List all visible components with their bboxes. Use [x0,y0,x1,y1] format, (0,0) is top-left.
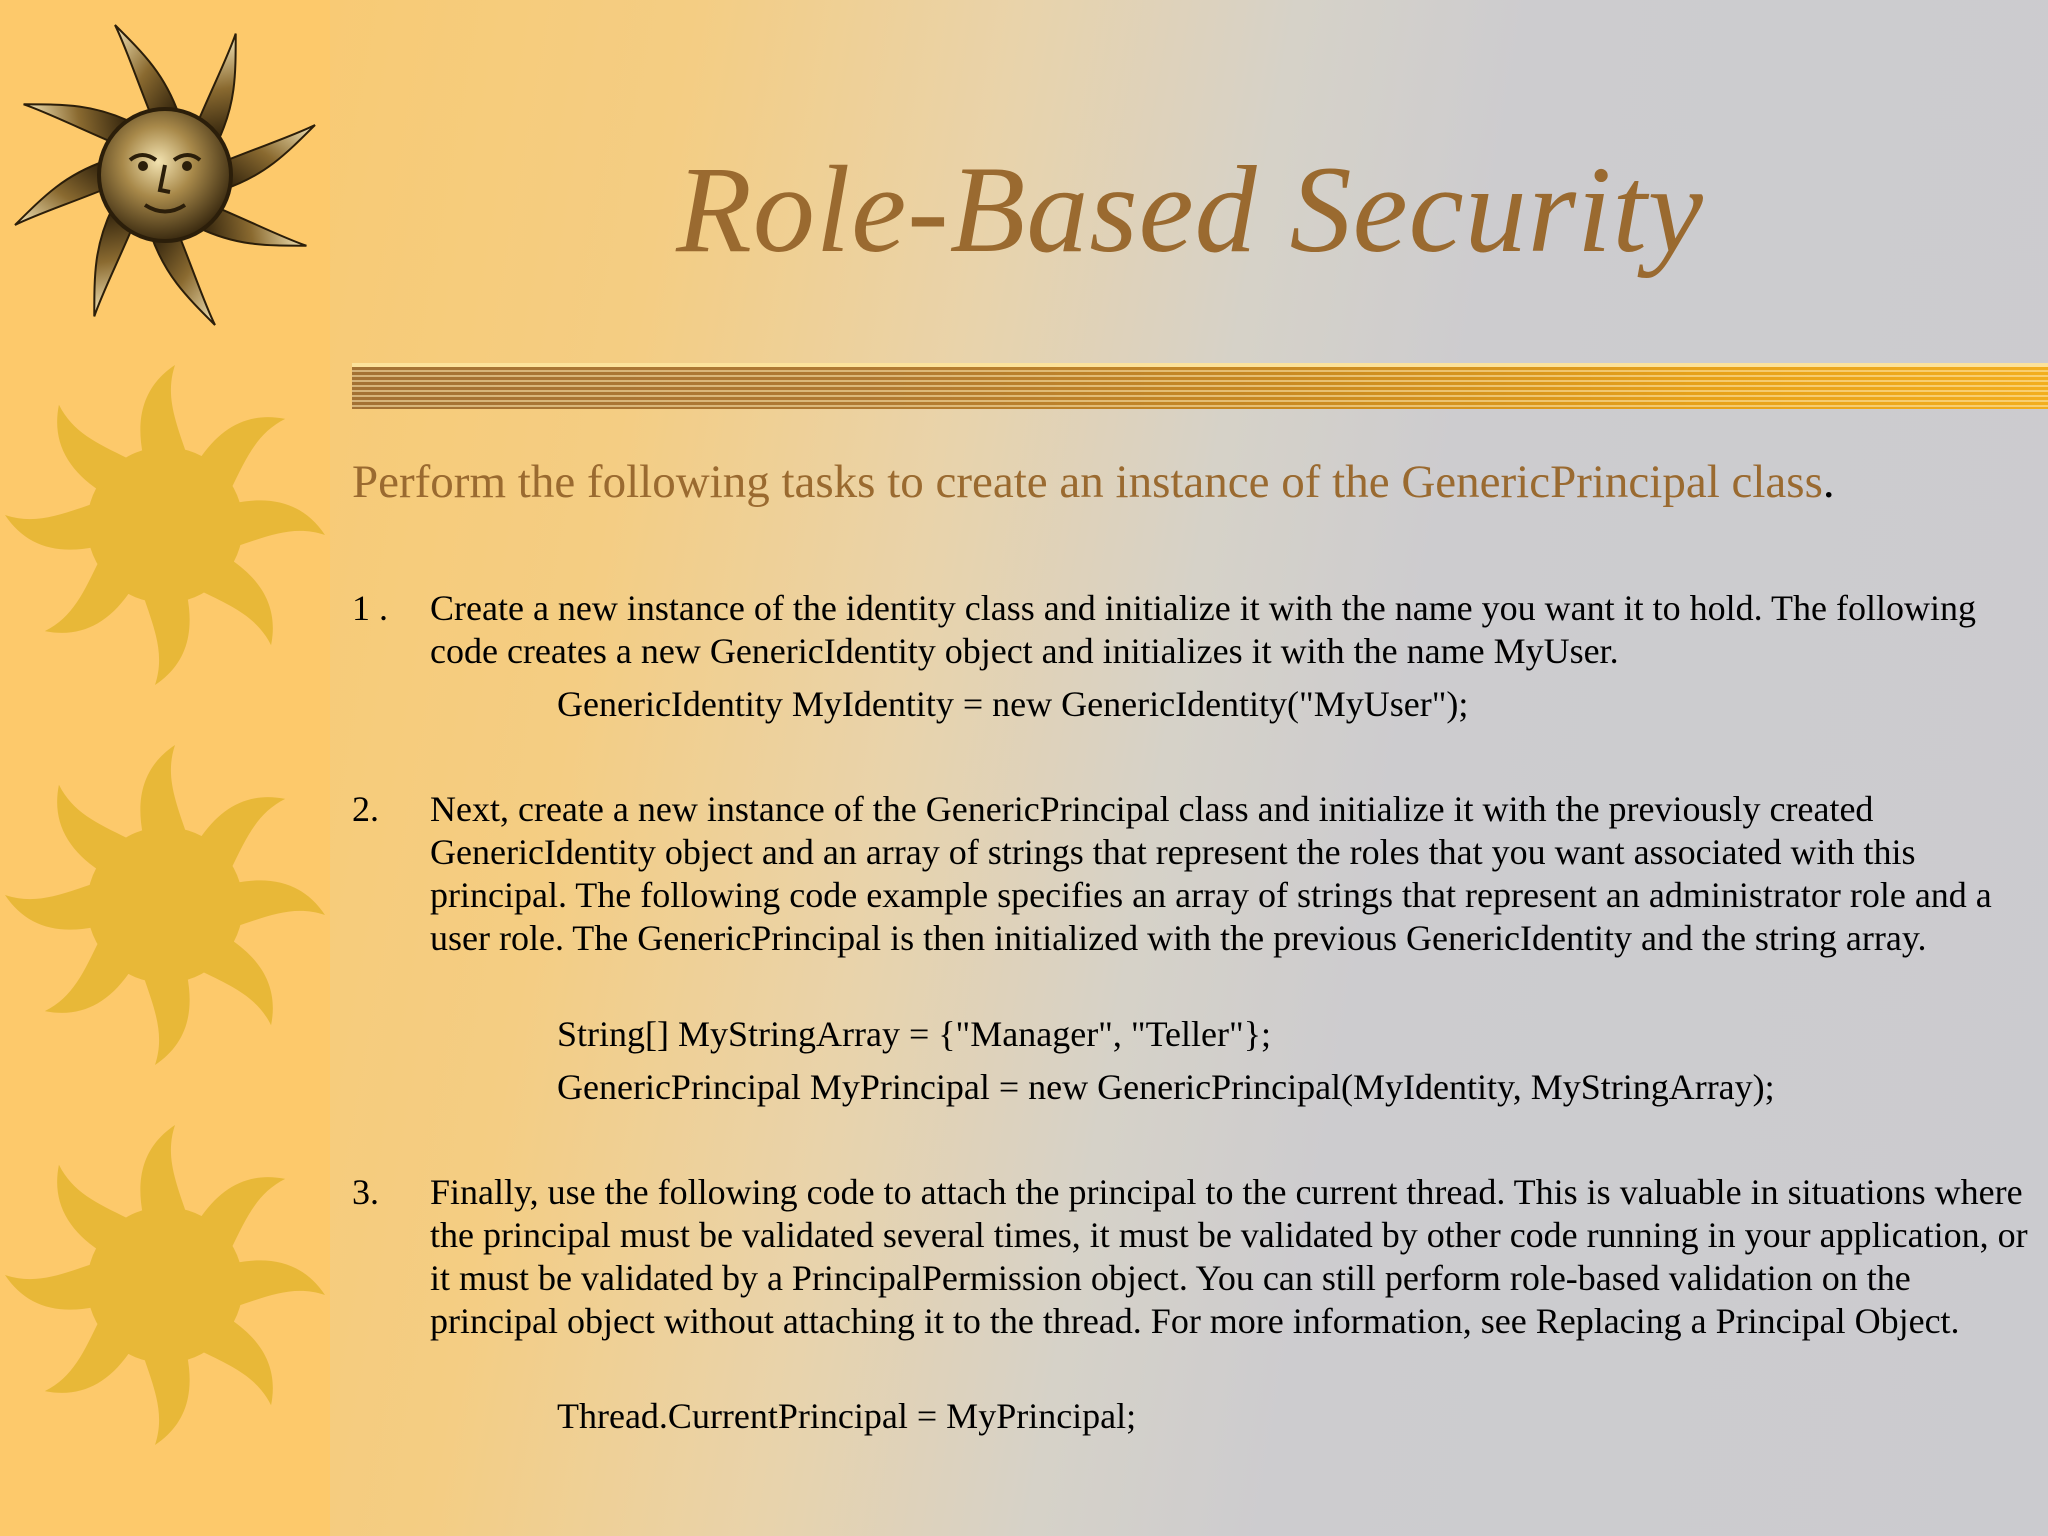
code-line: String[] MyStringArray = {"Manager", "Teller"}; [557,1014,1271,1054]
code-line: GenericPrincipal MyPrincipal = new GenericPrincipal(MyIdentity, MyStringArray); [557,1067,1775,1107]
step-text: Finally, use the following code to attach the principal to the current thread. This is valuable in situations where the principal must be validated several times, it must be validated by other code running in your application, or it must be validated by a PrincipalPermission object. You can still perform role-based validation on the principal object without attaching it to the thread. For more information, see Replacing a Principal Object. [430,1172,2028,1341]
sun-icon [0,360,330,690]
slide-subtitle [352,452,2032,512]
slide-title: Role-Based Security [676,141,1704,278]
step-text: Create a new instance of the identity class and initialize it with the name you want it to hold. The following code creates a new GenericIdentity object and initializes it with the name MyUser. [430,588,1976,671]
subtitle-text: Perform the following tasks to create an instance of the GenericPrincipal class [352,456,1823,508]
sun-icon [0,1120,330,1450]
subtitle-period: . [1822,456,1835,508]
step-number: 2. [352,789,379,829]
step-number: 1 . [352,588,388,628]
title-divider-bar [352,367,2048,409]
code-line: GenericIdentity MyIdentity = new GenericIdentity("MyUser"); [557,684,1469,724]
code-line: Thread.CurrentPrincipal = MyPrincipal; [557,1396,1137,1436]
sun-face-icon [0,10,330,340]
sun-icon [0,740,330,1070]
step-text: Next, create a new instance of the GenericPrincipal class and initialize it with the previously created GenericIdentity object and an array of strings that represent the roles that you want associated with this principal. The following code example specifies an array of strings that represent an administrator role and a user role. The GenericPrincipal is then initialized with the previous GenericIdentity and the string array. [430,789,1992,958]
step-number: 3. [352,1172,379,1212]
